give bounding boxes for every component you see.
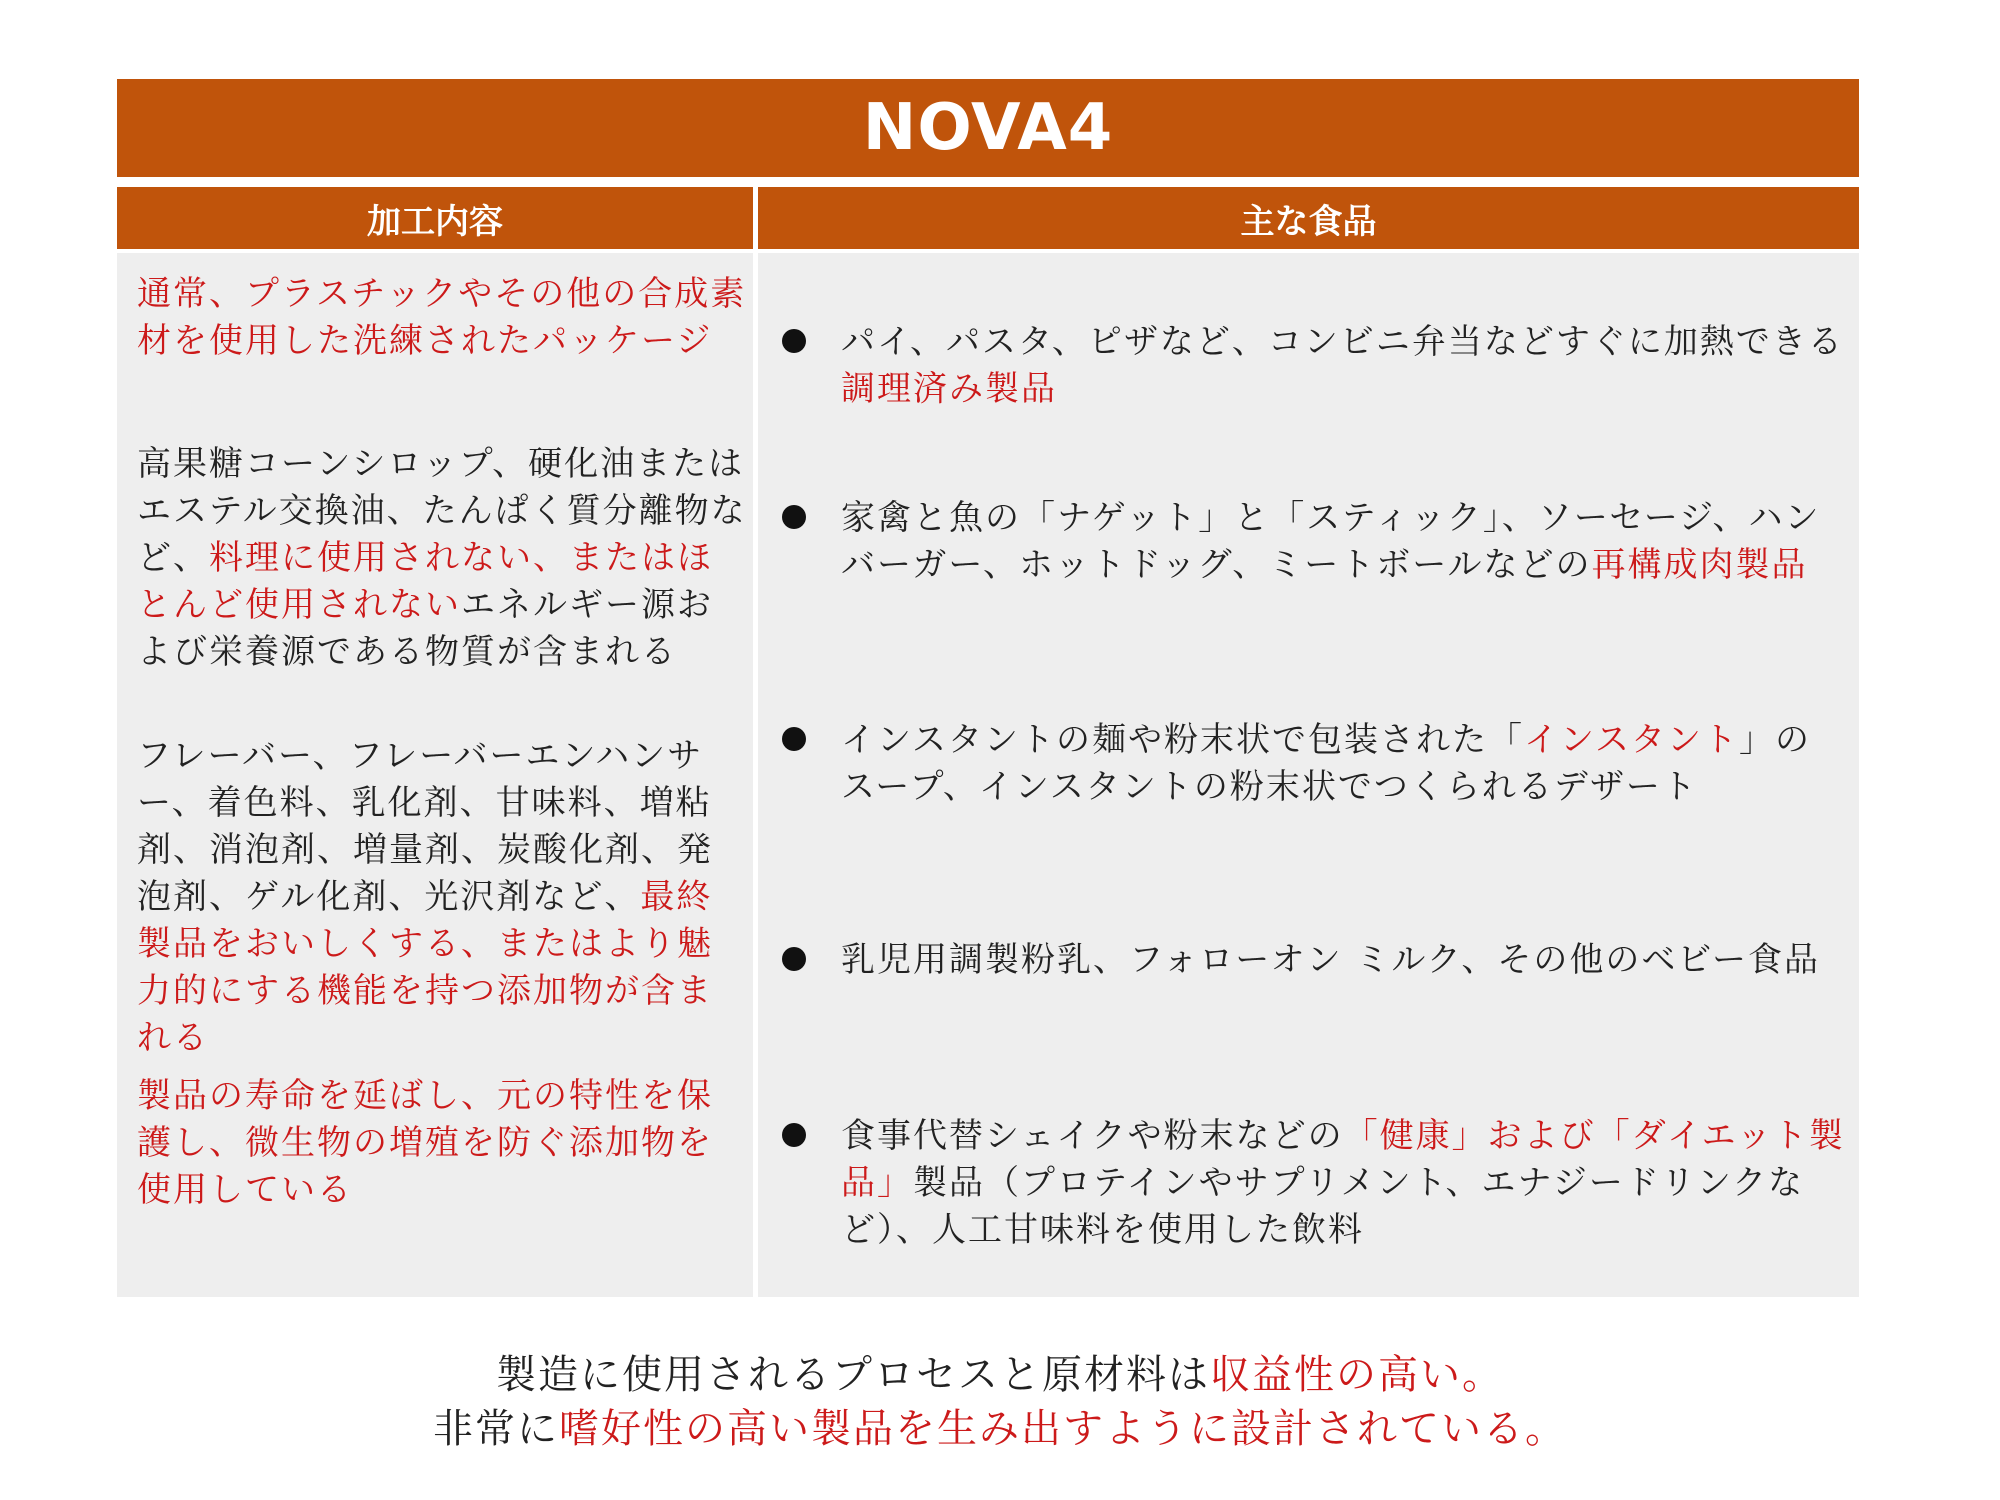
nova4-table (117, 187, 1859, 1297)
text-segment: 食事代替シェイクや粉末などの (841, 1116, 1344, 1156)
highlighted-text: インスタント (1523, 720, 1739, 760)
text-segment: 製品（プロテインやサプリメント、エナジードリンクなど）、人工甘味料を使用した飲料 (841, 1163, 1805, 1250)
food-item-text (841, 495, 1846, 589)
text-segment: 」のスープ、インスタントの粉末状でつくられるデザート (841, 720, 1811, 807)
highlighted-text: 「健康」および「ダイエット製品」 (841, 1116, 1845, 1203)
page-title: NOVA4 (862, 91, 1114, 165)
highlighted-text: 嗜好性の高い製品を生み出すように設計されている。 (559, 1406, 1567, 1452)
column-header-foods (758, 187, 1859, 249)
column-header-foods-label: 主な食品 (1240, 201, 1377, 242)
highlighted-text: 製品の寿命を延ばし、元の特性を保護し、微生物の増殖を防ぐ添加物を使用している (137, 1076, 713, 1210)
text-segment: 乳児用調製粉乳、フォローオン ミルク、その他のベビー食品 (841, 940, 1821, 980)
text-segment: 家禽と魚の「ナゲット」と「スティック」、ソーセージ、ハンバーガー、ホットドッグ、ミートボールなどの (841, 498, 1821, 585)
text-segment: 非常に (433, 1406, 559, 1452)
highlighted-text: 調理済み製品 (841, 369, 1057, 409)
bullet-icon (782, 1123, 806, 1147)
text-segment: 製造に使用されるプロセスと原材料は (496, 1352, 1210, 1398)
column-header-processing-label: 加工内容 (367, 201, 503, 242)
bullet-icon (782, 947, 806, 971)
text-segment: インスタントの麺や粉末状で包装された「 (841, 720, 1524, 760)
highlighted-text: 再構成肉製品 (1591, 545, 1808, 585)
processing-item (137, 733, 747, 1062)
food-item-text (841, 319, 1846, 413)
footer-line (0, 1348, 2000, 1402)
food-item-text (841, 1113, 1846, 1254)
text-segment: エネルギー源および栄養源である物質が含まれる (137, 585, 713, 672)
food-item-text (841, 717, 1846, 811)
bullet-icon (782, 329, 806, 353)
column-header-processing (117, 187, 753, 249)
foods-column (758, 253, 1859, 1297)
bullet-icon (782, 505, 806, 529)
text-segment: 高果糖コーンシロップ、硬化油またはエステル交換油、たんぱく質分離物など、 (137, 444, 747, 578)
highlighted-text: 収益性の高い。 (1210, 1352, 1504, 1398)
food-item-text (841, 937, 1846, 984)
title-bar (117, 79, 1859, 177)
processing-item (137, 1073, 747, 1214)
highlighted-text: 料理に使用されない、またはほとんど使用されない (137, 538, 713, 625)
processing-item (137, 271, 747, 365)
highlighted-text: 通常、プラスチックやその他の合成素材を使用した洗練されたパッケージ (137, 274, 747, 361)
text-segment: フレーバー、フレーバーエンハンサー、着色料、乳化剤、甘味料、増粘剤、消泡剤、増量剤、炭酸化剤、発泡剤、ゲル化剤、光沢剤など、 (137, 736, 713, 917)
text-segment: パイ、パスタ、ピザなど、コンビニ弁当などすぐに加熱できる (841, 322, 1844, 362)
processing-column (117, 253, 753, 1297)
bullet-icon (782, 727, 806, 751)
processing-item (137, 441, 747, 676)
highlighted-text: 最終製品をおいしくする、またはより魅力的にする機能を持つ添加物が含まれる (137, 877, 713, 1058)
footer-line (0, 1402, 2000, 1456)
